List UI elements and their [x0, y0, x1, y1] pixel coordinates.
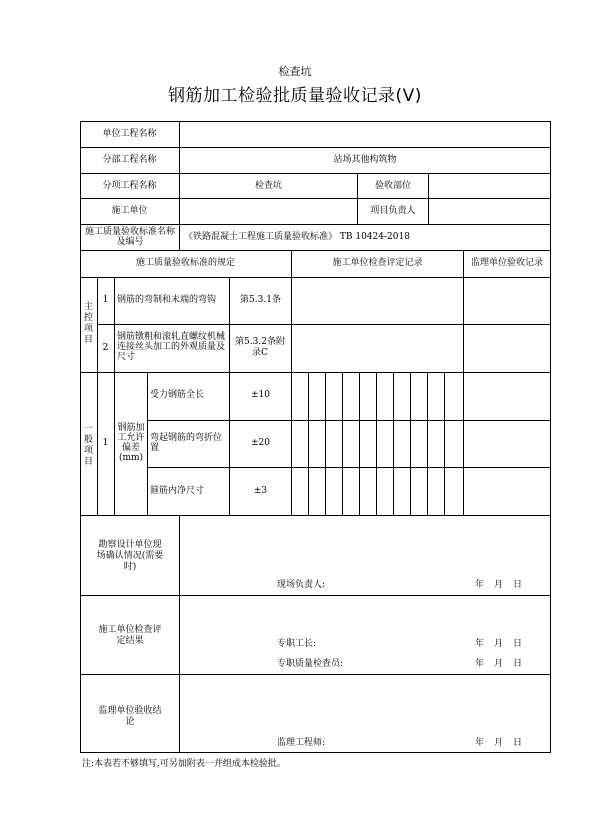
subdivision-value: 检查坑: [254, 181, 282, 191]
date-month: 月: [494, 738, 504, 748]
page-subtitle: 检查坑: [278, 65, 312, 78]
general-item-tolerance: ±10: [251, 390, 270, 400]
date-year: 年: [475, 659, 485, 669]
site-person-label: 现场负责人:: [277, 580, 326, 590]
date-year: 年: [475, 580, 485, 590]
contractor-label: 施工单位: [111, 206, 148, 216]
general-item-desc: 受力钢筋全长: [150, 390, 205, 400]
date-month: 月: [494, 659, 504, 669]
column-header-contractor-check: 施工单位检查评定记录: [332, 258, 423, 268]
standard-label: 施工质量验收标准名称及编号: [84, 227, 175, 247]
contractor-result-label: 施工单位检查评定结果: [98, 625, 162, 646]
inspector-label: 专职质量检查员:: [277, 659, 344, 669]
general-item-tolerance: ±3: [253, 486, 268, 496]
acceptance-part-label: 验收部位: [374, 181, 411, 191]
date-day: 日: [513, 738, 523, 748]
division-label: 分部工程名称: [102, 155, 157, 165]
date-year: 年: [475, 738, 485, 748]
subdivision-label: 分项工程名称: [102, 181, 157, 191]
date-day: 日: [513, 659, 523, 669]
foreman-label: 专职工长:: [277, 639, 317, 649]
date-month: 月: [494, 580, 504, 590]
general-item-tolerance: ±20: [251, 438, 270, 448]
supervisor-conclusion-label: 监理单位验收结论: [98, 706, 162, 727]
page-title: 钢筋加工检验批质量验收记录(Ⅴ): [168, 86, 422, 106]
main-item-clause: 第5.3.2条附录C: [235, 337, 285, 358]
general-group-label: 钢筋加工允许偏差(mm): [117, 423, 145, 463]
unit-project-label: 单位工程名称: [102, 129, 157, 139]
manager-label: 项目负责人: [370, 206, 416, 216]
general-item-desc: 弯起钢筋的弯折位置: [150, 433, 223, 453]
date-day: 日: [513, 580, 523, 590]
main-item-no: 1: [102, 295, 109, 305]
date-day: 日: [513, 639, 523, 649]
main-control-label: 主控项目: [83, 302, 93, 345]
survey-design-label: 勘察设计单位现场确认情况(需要时): [96, 540, 164, 572]
column-header-spec: 施工质量验收标准的规定: [135, 258, 235, 268]
main-item-clause: 第5.3.1条: [240, 295, 281, 305]
division-value: 站场其他构筑物: [333, 155, 397, 165]
general-item-no: 1: [102, 438, 109, 448]
date-year: 年: [475, 639, 485, 649]
engineer-label: 监理工程师:: [277, 738, 326, 748]
main-item-no: 2: [102, 343, 109, 353]
column-header-supervisor-record: 监理单位验收记录: [470, 258, 543, 268]
general-item-desc: 箍筋内净尺寸: [150, 486, 205, 496]
date-month: 月: [494, 639, 504, 649]
general-items-label: 一般项目: [83, 424, 93, 467]
standard-value: 《铁路混凝土工程施工质量验收标准》 TB 10424-2018: [184, 232, 410, 242]
footer-note: 注:本表若不够填写,可另加附表一并组成本检验批。: [82, 759, 286, 769]
main-item-desc: 钢筋的弯制和末端的弯钩: [117, 295, 217, 305]
main-item-desc: 钢筋镦粗和滚轧直螺纹机械连接丝头加工的外观质量及尺寸: [117, 332, 226, 362]
